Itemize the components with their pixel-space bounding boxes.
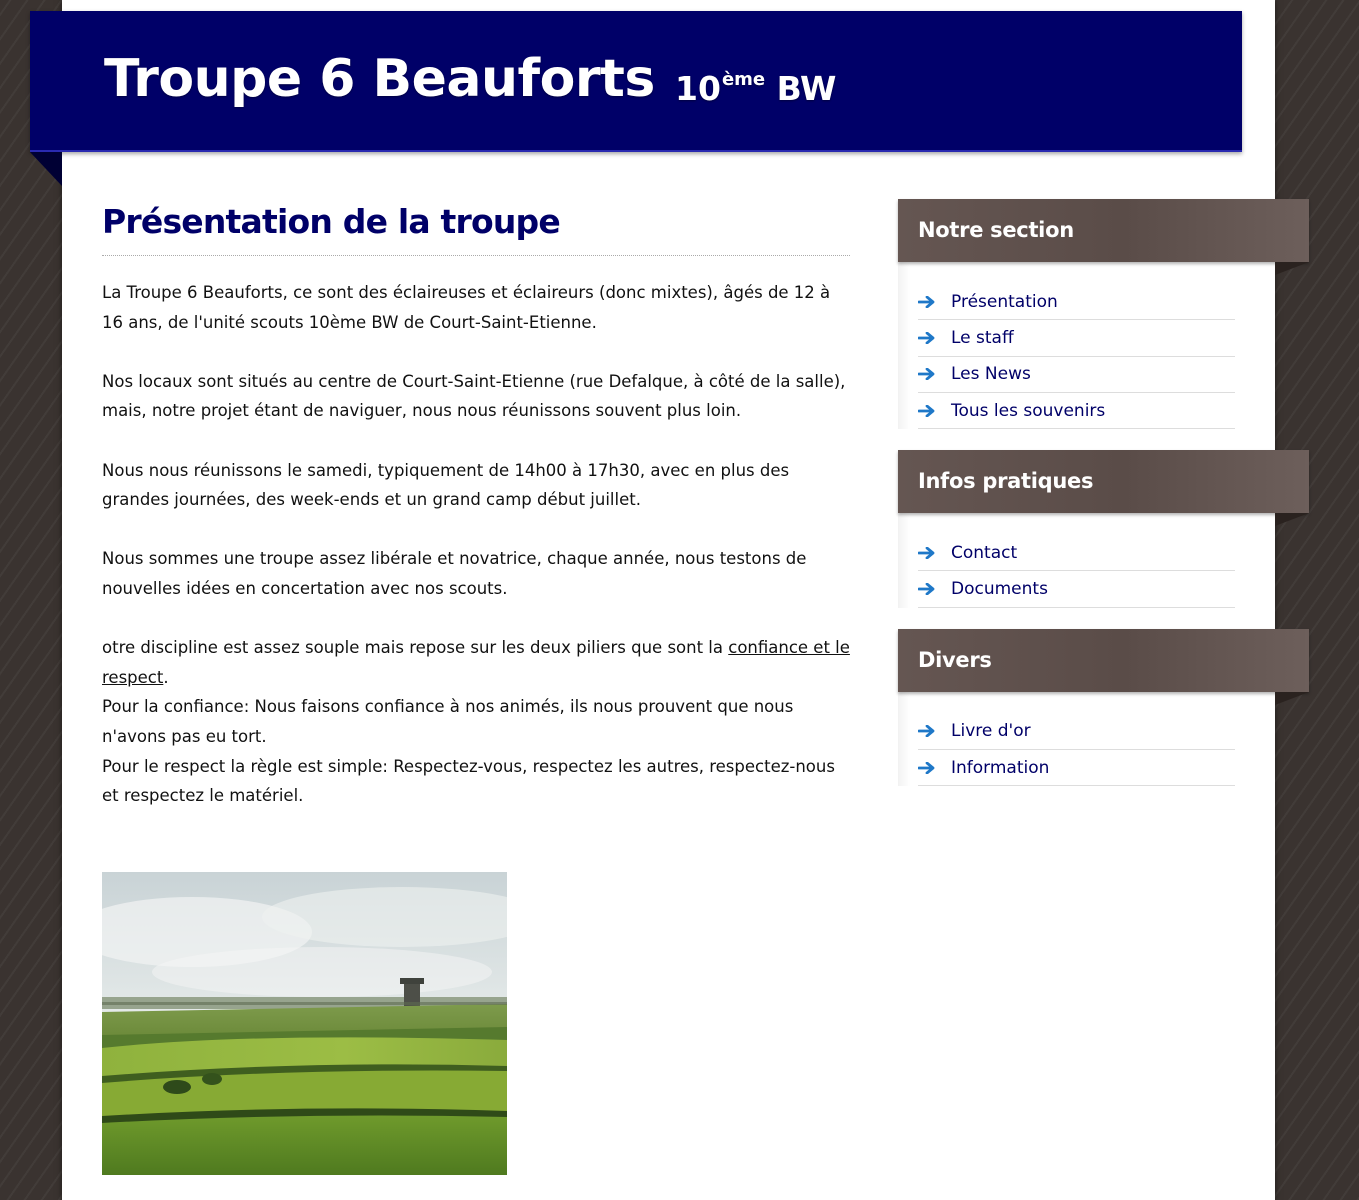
paragraph-confiance: Pour la confiance: Nous faisons confiance à nos animés, ils nous prouvent que nous n'avons pas eu tort. [102,697,794,746]
arrow-right-icon [918,725,951,737]
sidebar-heading-divers: Divers [898,629,1309,692]
sidebar-spacer [898,429,1235,450]
sidebar-item-le-staff[interactable] [918,320,1235,356]
sidebar-list-notre-section [898,262,1235,429]
sidebar-spacer [898,608,1235,629]
discipline-text: otre discipline est assez souple mais repose sur les deux piliers que sont la [102,638,729,658]
unit-ordinal: ème [721,69,766,90]
main-content [102,196,850,811]
sidebar-item-label[interactable]: Information [951,757,1050,778]
landscape-photo [102,872,507,1175]
paragraph-respect: Pour le respect la règle est simple: Respectez-vous, respectez les autres, respectez-nous et respectez le matériel. [102,756,835,806]
sidebar-item-label[interactable]: Documents [951,579,1048,600]
sidebar-item-label[interactable]: Tous les souvenirs [951,400,1106,421]
arrow-right-icon [918,547,951,559]
sidebar [898,199,1235,786]
page-title: Présentation de la troupe [102,196,850,256]
sidebar-item-les-news[interactable] [918,357,1235,393]
arrow-right-icon [918,296,951,308]
discipline-emphasis: confiance et le respect [102,638,850,687]
sidebar-heading-notre-section: Notre section [898,199,1309,262]
discipline-end: . [163,667,169,687]
arrow-right-icon [918,583,951,595]
unit-region: BW [776,69,837,108]
sidebar-item-label[interactable]: Présentation [951,291,1058,312]
unit-name [675,69,836,108]
arrow-right-icon [918,368,951,380]
sidebar-item-label[interactable]: Contact [951,542,1018,563]
sidebar-heading-infos-pratiques: Infos pratiques [898,450,1309,513]
sidebar-item-presentation[interactable] [918,284,1235,320]
sidebar-item-label[interactable]: Les News [951,364,1031,385]
unit-number: 10 [675,69,721,108]
sidebar-item-label[interactable]: Le staff [951,327,1014,348]
sidebar-item-label[interactable]: Livre d'or [951,721,1031,742]
paragraph-intro: La Troupe 6 Beauforts, ce sont des éclaireuses et éclaireurs (donc mixtes), âgés de 12 à 16 ans, de l'unité scouts 10ème BW de Court-Saint-Etienne. [102,283,831,332]
sidebar-item-documents[interactable] [918,571,1235,607]
article-body [102,278,850,811]
site-header [30,11,1242,152]
paragraph-discipline [102,633,850,692]
sidebar-item-livre-dor[interactable] [918,714,1235,750]
sidebar-item-information[interactable] [918,750,1235,786]
arrow-right-icon [918,332,951,344]
paragraph-schedule: Nous nous réunissons le samedi, typiquement de 14h00 à 17h30, avec en plus des grandes journées, des week-ends et un grand camp début juillet. [102,460,790,510]
arrow-right-icon [918,405,951,417]
sidebar-item-contact[interactable] [918,535,1235,571]
sidebar-list-divers [898,692,1235,787]
arrow-right-icon [918,762,951,774]
paragraph-philosophy: Nous sommes une troupe assez libérale et novatrice, chaque année, nous testons de nouvelles idées en concertation avec nos scouts. [102,549,807,598]
header-ribbon-fold [30,152,62,186]
paragraph-location: Nos locaux sont situés au centre de Court-Saint-Etienne (rue Defalque, à côté de la salle), mais, notre projet étant de naviguer, nous nous réunissons souvent plus loin. [102,371,846,421]
sidebar-item-tous-les-souvenirs[interactable] [918,393,1235,429]
sidebar-list-infos-pratiques [898,513,1235,608]
site-title[interactable]: Troupe 6 Beauforts [104,49,655,109]
